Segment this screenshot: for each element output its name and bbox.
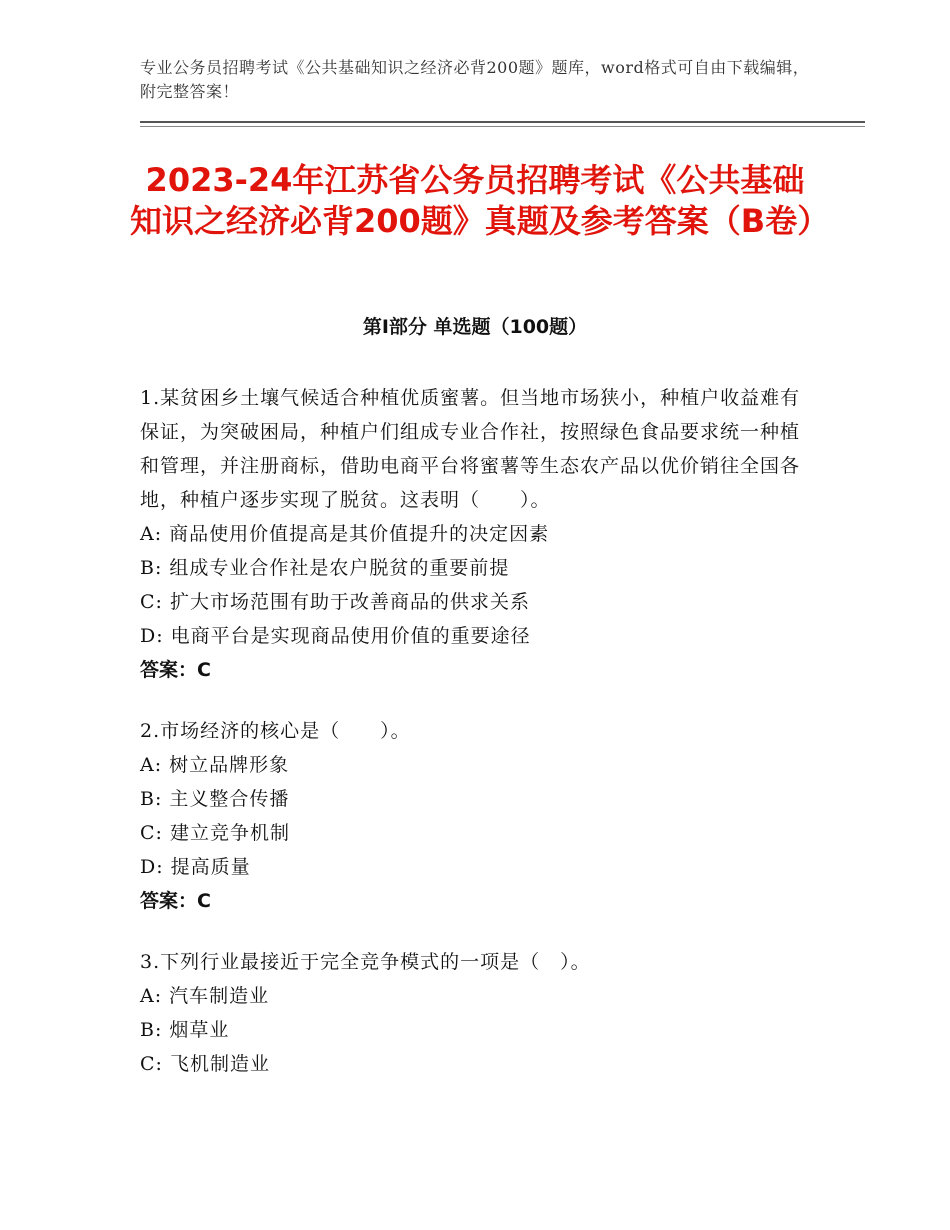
- header-divider-thin: [140, 126, 865, 127]
- option-a: A: 商品使用价值提高是其价值提升的决定因素: [140, 523, 550, 545]
- question-3: [140, 945, 810, 1081]
- answer: 答案：C: [140, 890, 211, 912]
- answer: 答案：C: [140, 659, 211, 681]
- section-title: 第Ⅰ部分 单选题（100题）: [362, 316, 588, 338]
- document-title: 2023-24年江苏省公务员招聘考试《公共基础知识之经济必背200题》真题及参考答案（B卷）: [130, 161, 830, 240]
- question-stem: 2.市场经济的核心是（ ）。: [140, 720, 411, 742]
- question-1: [140, 381, 810, 687]
- question-2: [140, 714, 810, 918]
- option-a: A: 树立品牌形象: [140, 754, 290, 776]
- header-divider-thick: [140, 121, 865, 123]
- option-d: D: 提高质量: [140, 856, 251, 878]
- question-list: [140, 381, 810, 1108]
- question-stem: 3.下列行业最接近于完全竞争模式的一项是（ ）。: [140, 951, 591, 973]
- option-b: B: 组成专业合作社是农户脱贫的重要前提: [140, 557, 510, 579]
- option-d: D: 电商平台是实现商品使用价值的重要途径: [140, 625, 531, 647]
- option-c: C: 扩大市场范围有助于改善商品的供求关系: [140, 591, 530, 613]
- question-stem: 1.某贫困乡土壤气候适合种植优质蜜薯。但当地市场狭小，种植户收益难有保证，为突破困局，种植户们组成专业合作社，按照绿色食品要求统一种植和管理，并注册商标，借助电商平台将蜜薯等生态农产品以优价销往全国各地，种植户逐步实现了脱贫。这表明（ ）。: [140, 387, 801, 511]
- option-c: C: 飞机制造业: [140, 1053, 270, 1075]
- option-a: A: 汽车制造业: [140, 985, 270, 1007]
- option-b: B: 主义整合传播: [140, 788, 290, 810]
- option-b: B: 烟草业: [140, 1019, 230, 1041]
- option-c: C: 建立竞争机制: [140, 822, 290, 844]
- header-note: 专业公务员招聘考试《公共基础知识之经济必背200题》题库，word格式可自由下载编辑，附完整答案！: [140, 58, 810, 101]
